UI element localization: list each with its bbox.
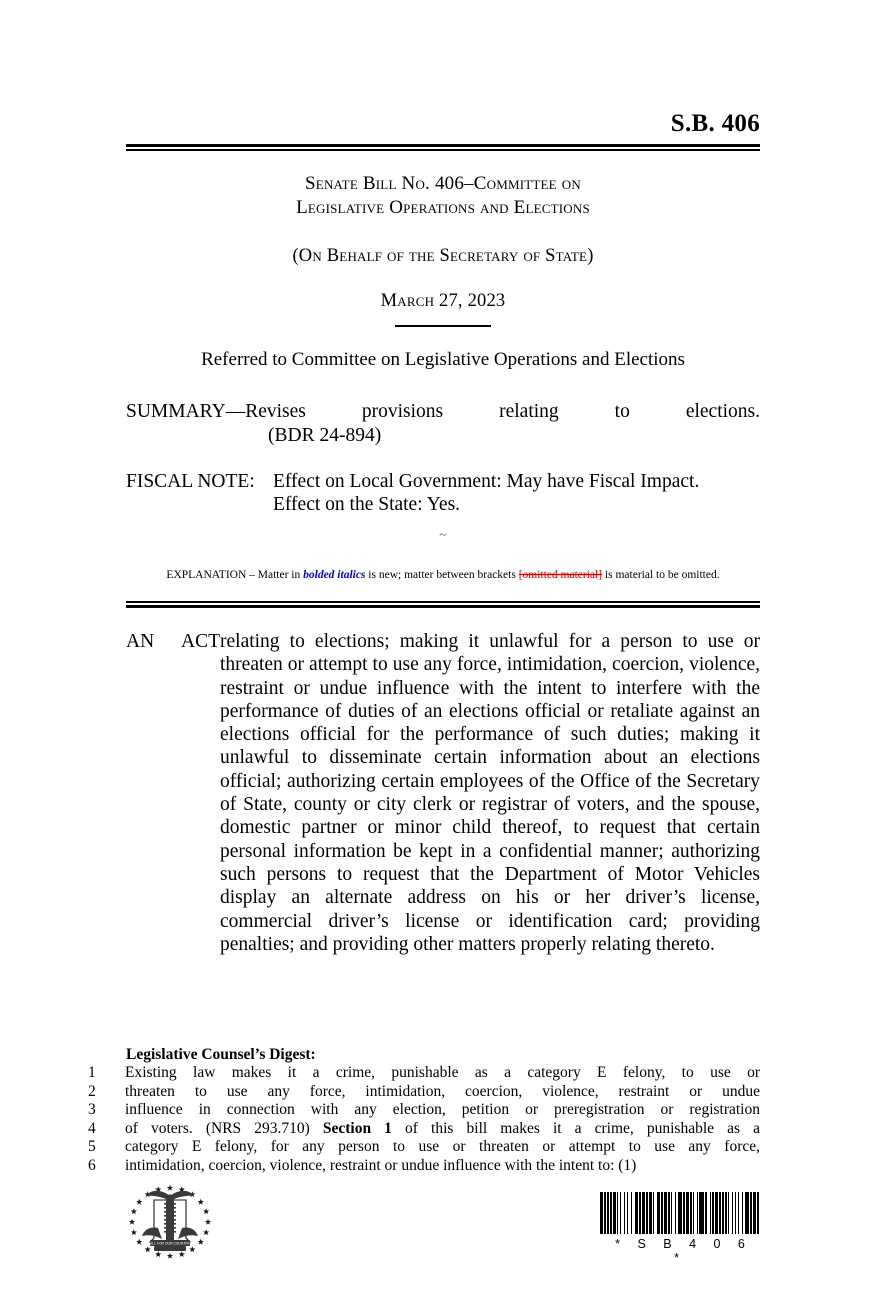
summary-label: SUMMARY— [126,401,246,422]
explanation-suffix: is material to be omitted. [602,569,720,581]
seal-star [205,1219,211,1225]
summary-bdr: (BDR 24-894) [268,425,382,446]
seal-star [145,1246,151,1252]
seal-star [131,1229,137,1235]
seal-star [198,1199,204,1205]
digest-line-text: intimidation, coercion, violence, restraint or undue influence with the intent to: (1) [125,1156,637,1174]
digest-text-run: of voters. (NRS 293.710) [125,1119,323,1137]
digest-row [88,1101,760,1120]
fiscal-note-block [126,470,760,516]
digest-line-text: influence in connection with any election, petition or preregistration or registration [125,1101,760,1119]
seal-star [203,1229,209,1235]
header-double-rule [126,144,760,151]
digest-line-number: 1 [88,1064,96,1081]
seal-star [131,1208,137,1214]
digest-text-run: of this bill makes it a crime, punishable as a [391,1119,760,1137]
digest-row [88,1157,760,1176]
seal-star [189,1246,195,1252]
seal-star [203,1208,209,1214]
seal-star [198,1239,204,1245]
seal-star [155,1251,161,1257]
seal-star [179,1251,185,1257]
bill-heading-block [126,172,760,371]
digest-title: Legislative Counsel’s Digest: [126,1046,316,1063]
summary-block [126,400,760,448]
seal-star [129,1219,135,1225]
an-act-text: relating to elections; making it unlawful for a person to use or threaten or attempt to use any force, intimidation, coercion, violence, restraint or undue influence with the intent to interfere with the performance of duties of an elections official or retaliate against an elections official for the performance of such duties; making it unlawful to disseminate certain information about an elections official; authorizing certain employees of the Office of the Secretary of State, county or city clerk or registrar of voters, and the spouse, domestic partner or minor child thereof, to request that certain personal information be kept in a confidential manner; authorizing such persons to request that the Department of Motor Vehicles display an alternate address on his or her driver’s license, commercial driver’s license or identification card; providing penalties; and providing other matters properly relating thereto. [220,631,760,955]
explanation-new-matter: bolded italics [303,569,366,581]
barcode-label: * S B 4 0 6 * [615,1237,752,1265]
fiscal-note-line-2: Effect on the State: Yes. [273,494,461,515]
explanation-prefix: EXPLANATION – Matter in [166,569,304,581]
digest-row [88,1120,760,1139]
tilde-separator: ~ [439,528,447,543]
summary-text-line [126,400,760,424]
an-act-label: AN ACT [126,631,220,652]
barcode-bars [600,1192,760,1234]
bill-number: S.B. 406 [670,110,760,137]
barcode-bar [759,1192,760,1234]
nevada-state-seal-icon [124,1184,216,1262]
digest-row [88,1138,760,1157]
seal-star [136,1239,142,1245]
seal-star [167,1253,173,1259]
seal-star [167,1185,173,1191]
svg-text:ALL FOR OUR COUNTRY: ALL FOR OUR COUNTRY [149,1241,191,1246]
fiscal-note-lines [273,470,760,516]
digest-line-number: 5 [88,1138,96,1156]
bill-date: March 27, 2023 [380,291,506,311]
digest-row [88,1083,760,1102]
digest-line-text: threaten to use any force, intimidation, coercion, violence, restraint or undue [125,1082,760,1100]
digest-line-number: 2 [88,1082,96,1100]
fiscal-note-label: FISCAL NOTE: [126,471,255,492]
an-act-block [126,630,760,956]
digest-line-text [125,1120,760,1139]
digest-line-text: category E felony, for any person to use or threaten or attempt to use any force, [125,1138,760,1156]
digest-section-reference: Section 1 [322,1119,392,1137]
bill-title-line-2: Legislative Operations and Elections [296,197,590,218]
bill-title-line-1: Senate Bill No. 406–Committee on [305,173,581,194]
digest-line-text: Existing law makes it a crime, punishable as a category E felony, to use or [125,1064,760,1081]
summary-text: Revises provisions relating to elections. [245,401,760,422]
on-behalf-line: (On Behalf of the Secretary of State) [292,246,594,266]
explanation-note [126,568,760,583]
referred-to-committee: Referred to Committee on Legislative Operations and Elections [201,348,685,370]
fiscal-note-line-1: Effect on Local Government: May have Fiscal Impact. [273,471,700,492]
explanation-middle: is new; matter between brackets [365,569,519,581]
explanation-omitted-matter: [omitted material] [518,569,603,581]
short-divider-rule [395,325,491,327]
digest-block [88,1064,760,1176]
digest-line-number: 3 [88,1101,96,1119]
digest-line-number: 6 [88,1156,96,1174]
digest-row [88,1064,760,1083]
digest-line-number: 4 [88,1119,96,1137]
barcode [600,1192,760,1265]
body-double-rule [126,601,760,608]
seal-star [136,1199,142,1205]
